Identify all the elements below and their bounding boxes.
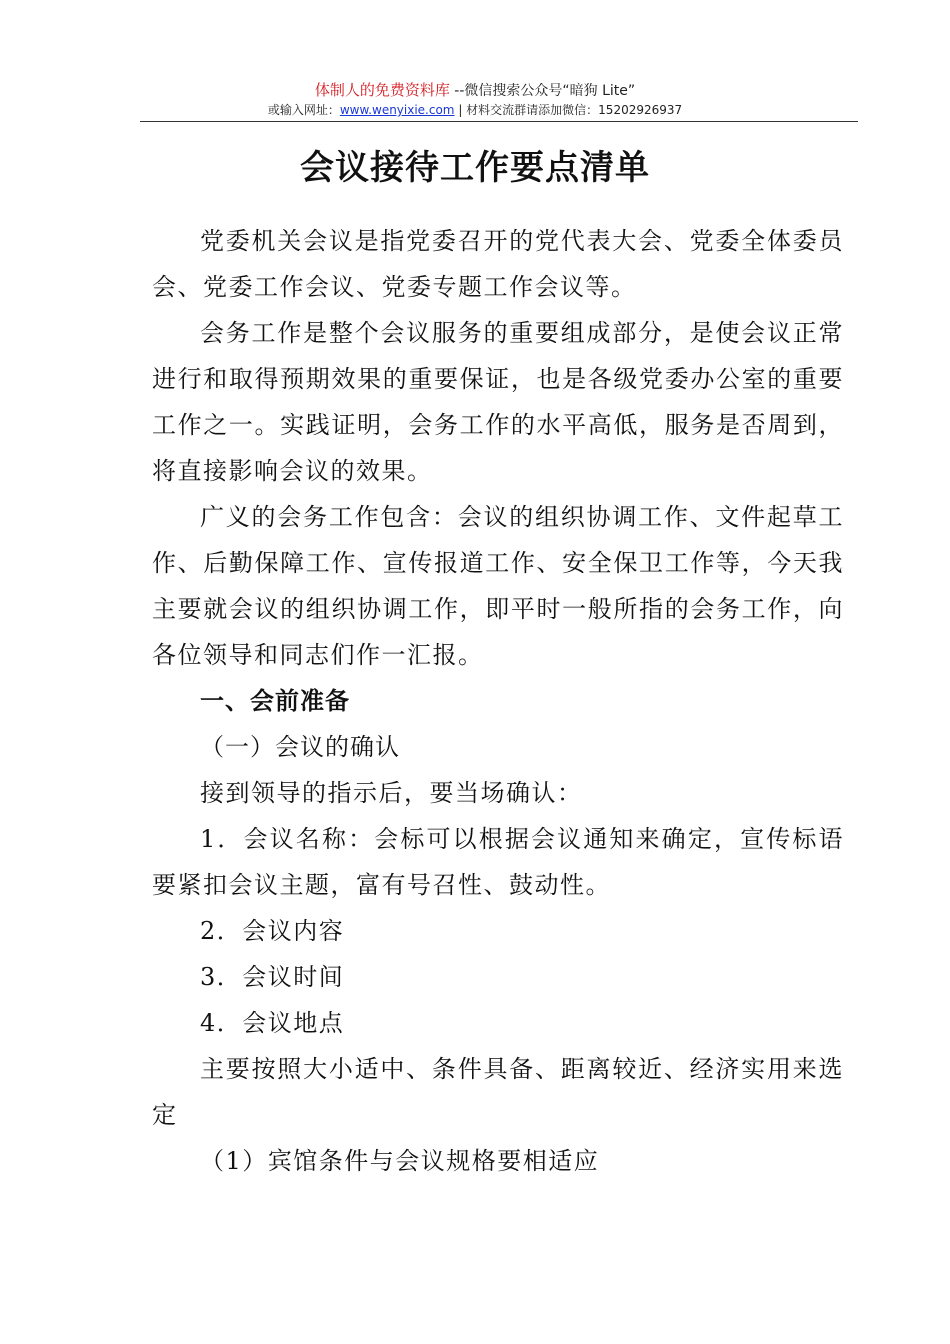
section-heading: 一、会前准备 [200,687,350,715]
list-item-meeting-name: 1．会议名称：会标可以根据会议通知来确定，宣传标语要紧扣会议主题，富有号召性、鼓动性。 [152,825,844,899]
list-item-meeting-location: 4．会议地点 [200,1009,345,1037]
header-contact: | 材料交流群请添加微信：15202926937 [454,103,683,117]
header-url-prefix: 或输入网址： [267,103,340,117]
document-body [152,218,844,1184]
sub-item-hotel: （1）宾馆条件与会议规格要相适应 [200,1147,600,1175]
header-line-2 [0,101,950,119]
header-brand: 体制人的免费资料库 [314,81,450,99]
subsection-heading: （一）会议的确认 [200,733,400,761]
list-item-meeting-content: 2．会议内容 [200,917,345,945]
paragraph-intro: 党委机关会议是指党委召开的党代表大会、党委全体委员会、党委工作会议、党委专题工作会议等。 [152,227,844,301]
header-divider [140,121,858,122]
header-url-link[interactable]: www.wenyixie.com [339,103,455,117]
paragraph-location-criteria: 主要按照大小适中、条件具备、距离较近、经济实用来选定 [152,1055,844,1129]
paragraph-confirm: 接到领导的指示后，要当场确认： [200,779,583,807]
document-title: 会议接待工作要点清单 [300,148,650,188]
page-header [0,80,950,119]
header-tagline: --微信搜索公众号“暗狗 Lite” [449,83,636,99]
list-item-meeting-time: 3．会议时间 [200,963,345,991]
header-line-1 [0,80,950,101]
paragraph-scope: 广义的会务工作包含：会议的组织协调工作、文件起草工作、后勤保障工作、宣传报道工作、安全保卫工作等，今天我主要就会议的组织协调工作，即平时一般所指的会务工作，向各位领导和同志们作一汇报。 [152,503,844,669]
paragraph-importance: 会务工作是整个会议服务的重要组成部分，是使会议正常进行和取得预期效果的重要保证，也是各级党委办公室的重要工作之一。实践证明，会务工作的水平高低，服务是否周到，将直接影响会议的效果。 [152,319,844,485]
